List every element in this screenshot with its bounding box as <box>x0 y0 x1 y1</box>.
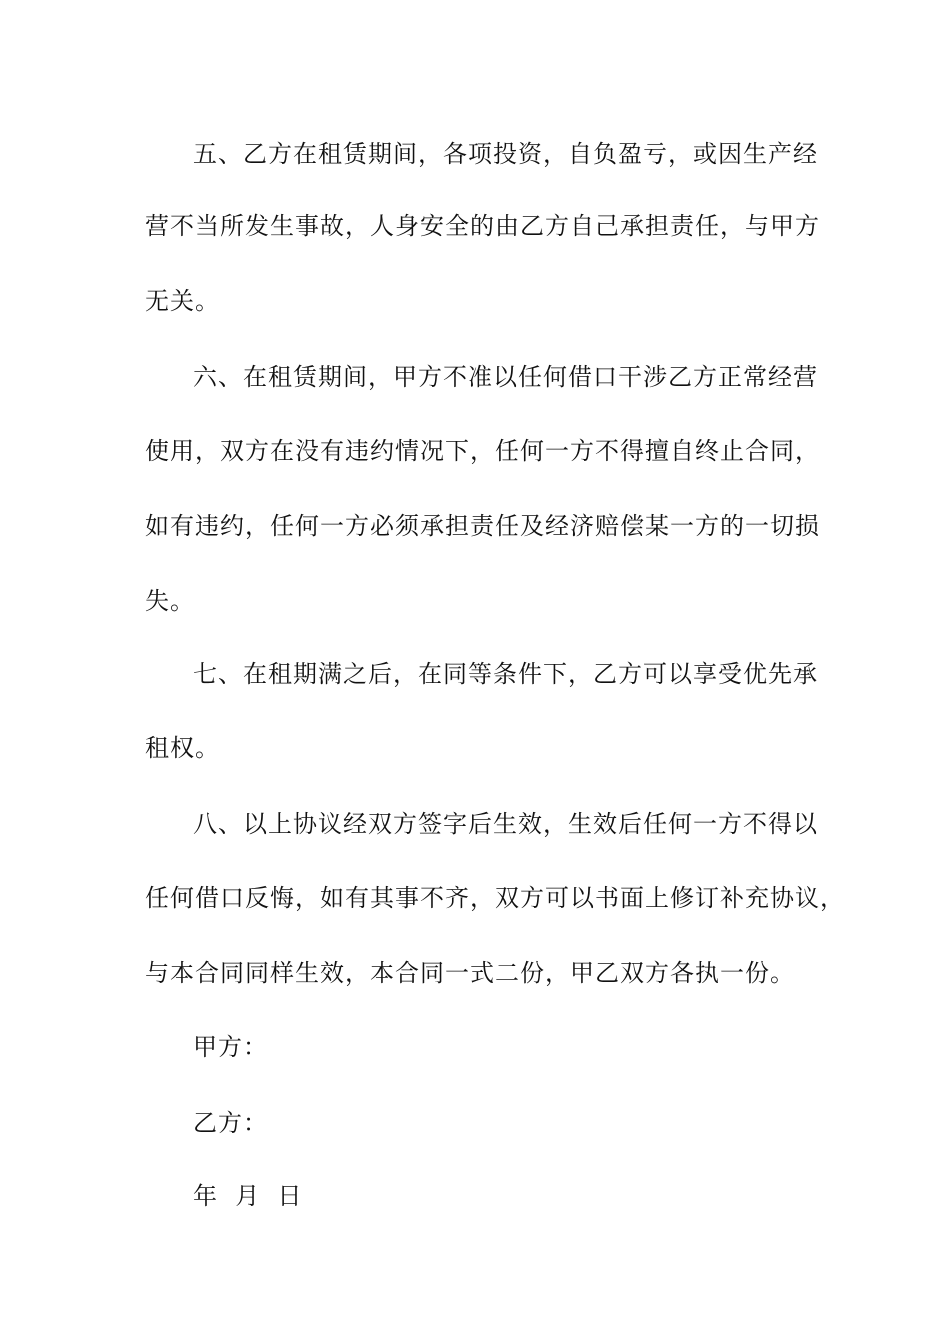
clause-5-line-1: 五、乙方在租赁期间，各项投资，自负盈亏，或因生产经 <box>193 140 818 168</box>
clause-6-line-2: 使用，双方在没有违约情况下，任何一方不得擅自终止合同， <box>145 437 820 465</box>
clause-5-line-2: 营不当所发生事故，人身安全的由乙方自己承担责任，与甲方 <box>145 212 820 240</box>
clause-6-line-3: 如有违约，任何一方必须承担责任及经济赔偿某一方的一切损 <box>145 512 820 540</box>
date-label: 年 月 日 <box>193 1182 303 1210</box>
clause-7-line-2: 租权。 <box>145 734 220 762</box>
clause-5-line-3: 无关。 <box>145 287 220 315</box>
clause-8-line-2: 任何借口反悔，如有其事不齐，双方可以书面上修订补充协议， <box>145 884 845 912</box>
clause-8-line-1: 八、以上协议经双方签字后生效，生效后任何一方不得以 <box>193 810 818 838</box>
clause-8-line-3: 与本合同同样生效，本合同一式二份，甲乙双方各执一份。 <box>145 959 795 987</box>
party-b-signature-label: 乙方： <box>193 1109 268 1137</box>
clause-7-line-1: 七、在租期满之后，在同等条件下，乙方可以享受优先承 <box>193 660 818 688</box>
party-a-signature-label: 甲方： <box>193 1033 268 1061</box>
clause-6-line-4: 失。 <box>145 587 195 615</box>
clause-6-line-1: 六、在租赁期间，甲方不准以任何借口干涉乙方正常经营 <box>193 363 818 391</box>
